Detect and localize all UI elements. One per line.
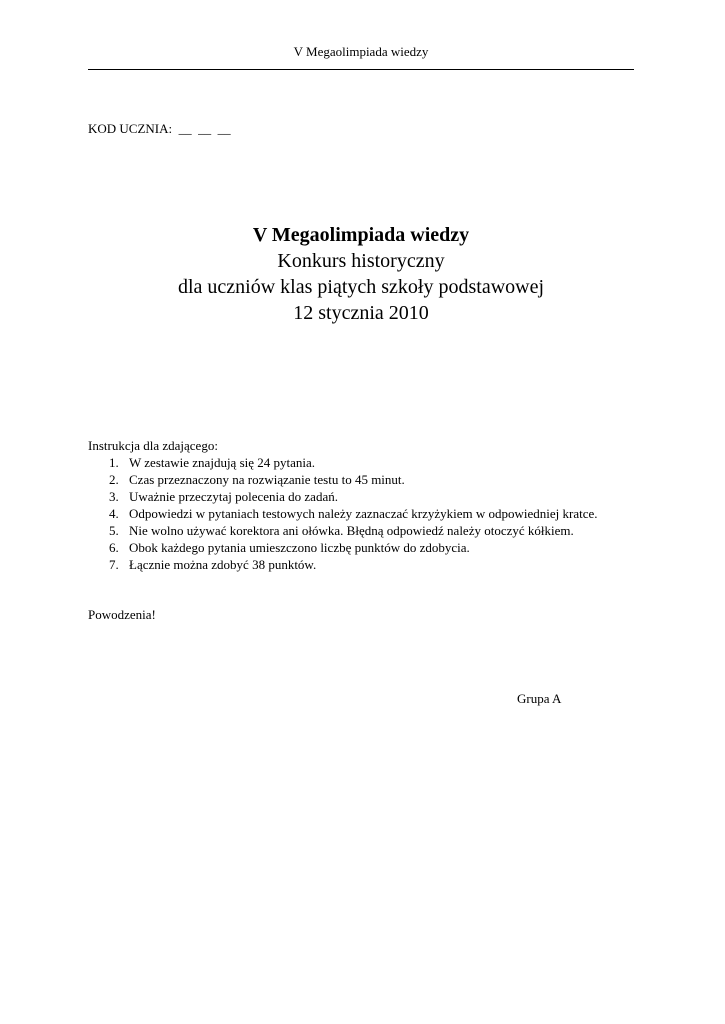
instruction-text: W zestawie znajdują się 24 pytania.: [129, 455, 316, 470]
instruction-item: [88, 522, 640, 539]
instruction-item: [88, 471, 640, 488]
instruction-text: Nie wolno używać korektora ani ołówka. Błędną odpowiedź należy otoczyć kółkiem.: [129, 523, 574, 538]
student-code: [88, 121, 231, 137]
instruction-item: [88, 556, 640, 573]
instructions-heading: Instrukcja dla zdającego:: [88, 438, 218, 453]
target-audience: dla uczniów klas piątych szkoły podstawowej: [177, 276, 545, 298]
instruction-text: Łącznie można zdobyć 38 punktów.: [129, 557, 317, 572]
instruction-number: 3.: [109, 489, 119, 504]
instruction-number: 1.: [109, 455, 119, 470]
instruction-item: [88, 454, 640, 471]
instruction-number: 6.: [109, 540, 119, 555]
instruction-item: [88, 488, 640, 505]
instruction-number: 4.: [109, 506, 119, 521]
running-header: V Megaolimpiada wiedzy: [293, 44, 429, 59]
competition-title: V Megaolimpiada wiedzy: [252, 224, 470, 246]
instructions-list: [88, 454, 640, 573]
instruction-number: 7.: [109, 557, 119, 572]
instruction-item: [88, 505, 640, 522]
student-code-label: KOD UCZNIA:: [88, 121, 173, 136]
instruction-text: Odpowiedzi w pytaniach testowych należy zaznaczać krzyżykiem w odpowiedniej kratce.: [129, 506, 598, 521]
header-divider: [88, 69, 634, 70]
instruction-text: Obok każdego pytania umieszczono liczbę punktów do zdobycia.: [129, 540, 470, 555]
instruction-number: 5.: [109, 523, 119, 538]
closing-wish: Powodzenia!: [88, 607, 156, 622]
instruction-text: Uważnie przeczytaj polecenia do zadań.: [129, 489, 338, 504]
instruction-text: Czas przeznaczony na rozwiązanie testu to 45 minut.: [129, 472, 405, 487]
contest-name: Konkurs historyczny: [277, 250, 445, 272]
instruction-item: [88, 539, 640, 556]
group-label: Grupa A: [517, 691, 562, 706]
exam-date: 12 stycznia 2010: [293, 302, 429, 324]
instruction-number: 2.: [109, 472, 119, 487]
instructions-section: [88, 437, 640, 573]
student-code-blanks: __ __ __: [178, 121, 231, 136]
title-block: [88, 222, 634, 326]
